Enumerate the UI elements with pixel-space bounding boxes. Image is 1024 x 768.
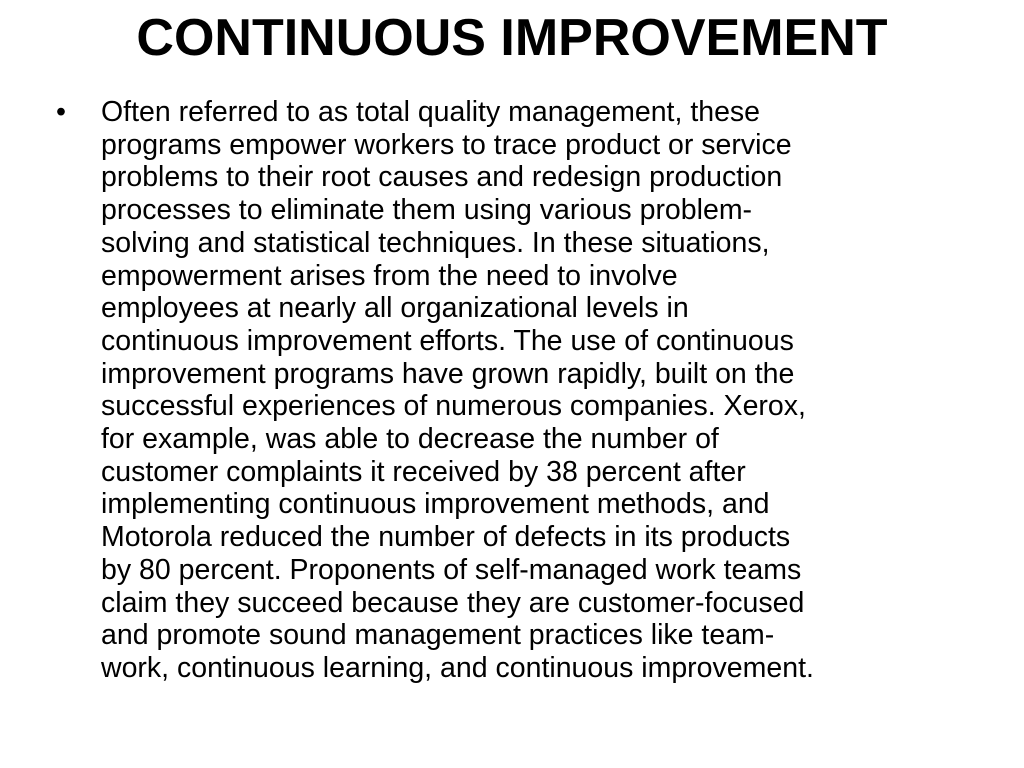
text-line: problems to their root causes and redesign production <box>101 161 783 194</box>
text-line: solving and statistical techniques. In these situations, <box>101 226 770 259</box>
text-line: and promote sound management practices like team- <box>101 619 775 652</box>
bullet-item <box>56 96 956 685</box>
text-line: Often referred to as total quality management, these <box>101 96 761 128</box>
bullet-marker: • <box>56 96 66 128</box>
text-line: by 80 percent. Proponents of self-managed work teams <box>101 553 802 586</box>
text-line: programs empower workers to trace product or service <box>101 128 792 161</box>
text-line: processes to eliminate them using various problem- <box>101 194 753 227</box>
text-line: claim they succeed because they are customer-focused <box>101 586 805 619</box>
bullet-text <box>101 96 956 685</box>
text-line: successful experiences of numerous companies. Xerox, <box>101 390 806 423</box>
bullet-list <box>56 96 956 685</box>
text-line: customer complaints it received by 38 percent after <box>101 455 746 488</box>
text-line: improvement programs have grown rapidly, built on the <box>101 357 795 390</box>
text-line: work, continuous learning, and continuous improvement. <box>101 651 814 684</box>
text-line: implementing continuous improvement methods, and <box>101 488 770 521</box>
text-line: continuous improvement efforts. The use of continuous <box>101 324 794 357</box>
slide-title: CONTINUOUS IMPROVEMENT <box>136 9 888 67</box>
text-line: for example, was able to decrease the number of <box>101 423 719 456</box>
text-line: Motorola reduced the number of defects in its products <box>101 521 791 554</box>
text-line: empowerment arises from the need to involve <box>101 259 678 292</box>
text-line: employees at nearly all organizational levels in <box>101 292 689 325</box>
